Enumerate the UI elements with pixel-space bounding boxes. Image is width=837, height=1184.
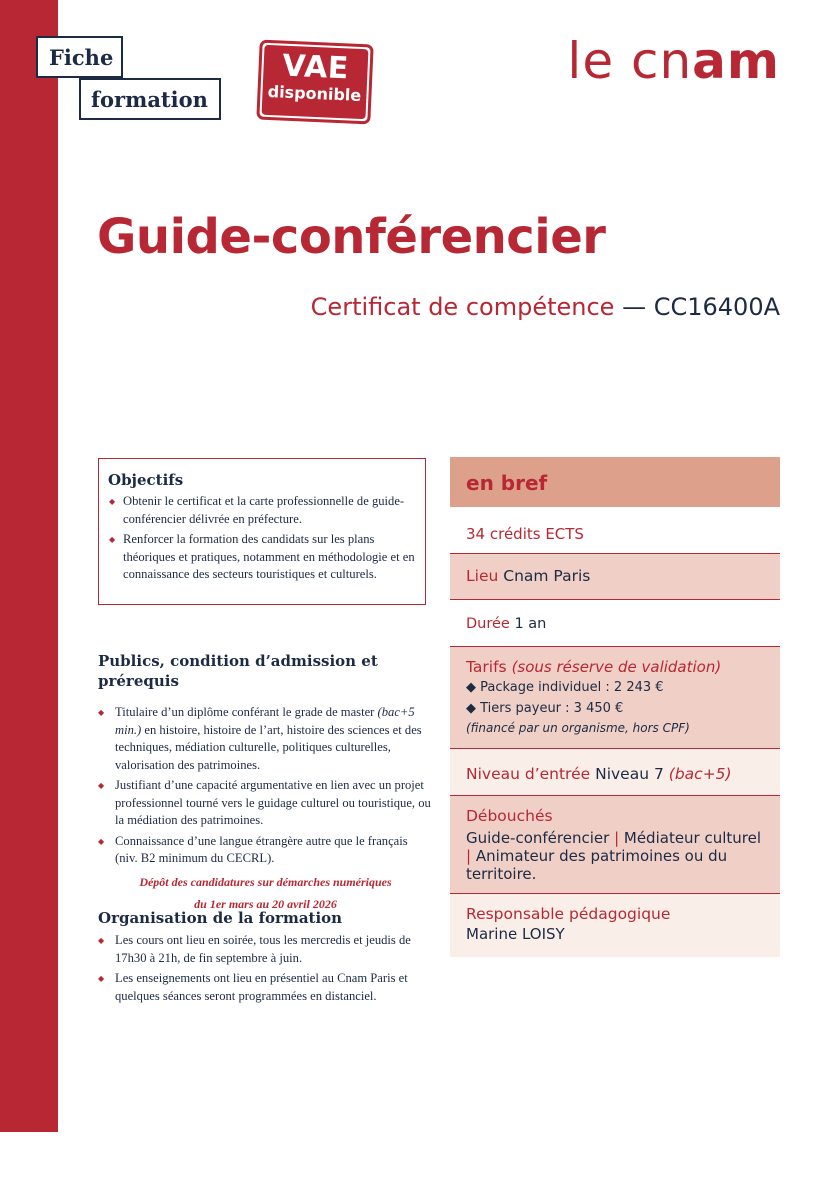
tarif-tiers-payeur: ◆ Tiers payeur : 3 450 € — [466, 701, 624, 716]
tarifs-row — [450, 647, 780, 749]
diamond-bullet-icon: ◆ — [109, 497, 116, 506]
lieu-row — [450, 554, 780, 600]
tarifs-label: Tarifs — [466, 658, 507, 676]
vae-stamp-title: VAE — [281, 48, 350, 87]
objectifs-box — [98, 458, 426, 605]
debouche-item: Animateur des patrimoines ou du territoire. — [466, 847, 728, 883]
niveau-note: (bac+5) — [668, 765, 732, 783]
vae-stamp-inner — [262, 45, 369, 119]
diamond-bullet-icon: ◆ — [98, 836, 105, 846]
diamond-bullet-icon: ◆ — [98, 936, 105, 945]
tarifs-note: (sous réserve de validation) — [511, 658, 722, 676]
fiche-label: Fiche — [49, 45, 114, 70]
logo-text-light: le cn — [567, 32, 693, 90]
list-item-text: en histoire, histoire de l’art, histoire des sciences et des techniques, médiation culturelle, politiques culturelles, valorisation des patrimoines. — [115, 722, 422, 772]
duree-row — [450, 600, 780, 647]
debouche-item: Médiateur culturel — [623, 829, 762, 847]
diamond-bullet-icon: ◆ — [98, 708, 105, 717]
objectifs-list — [108, 493, 415, 584]
credits-row — [450, 507, 780, 554]
organisation-title: Organisation de la formation — [98, 909, 343, 927]
certificate-code: CC16400A — [653, 293, 780, 321]
list-item-text: Connaissance d’une langue étrangère autre que le français (niv. B2 minimum du CECRL). — [115, 833, 408, 865]
list-item — [108, 493, 415, 528]
tarif-individuel: ◆ Package individuel : 2 243 € — [466, 680, 664, 695]
list-item — [98, 777, 433, 830]
logo-text-bold: am — [692, 32, 780, 90]
responsable-row — [450, 894, 780, 957]
objectifs-title: Objectifs — [108, 471, 184, 489]
list-item-text: Les cours ont lieu en soirée, tous les mercredis et jeudis de 17h30 à 21h, de fin septembre à juin. — [115, 933, 411, 965]
diamond-bullet-icon: ◆ — [98, 974, 105, 983]
tarif-footnote: (financé par un organisme, hors CPF) — [466, 721, 690, 735]
certificate-type: Certificat de compétence — [310, 293, 615, 321]
list-item-text: Renforcer la formation des candidats sur les plans théoriques et pratiques, notamment en méthodologie et en connaissance des secteurs touristiques et culturels. — [123, 532, 415, 581]
vae-stamp — [256, 40, 373, 125]
duree-label: Durée — [466, 616, 510, 632]
formation-label-box — [79, 78, 221, 120]
debouche-item: Guide-conférencier — [466, 829, 610, 847]
responsable-name: Marine LOISY — [466, 925, 565, 943]
depot-notice-dates: du 1er mars au 20 avril 2026 — [194, 896, 337, 911]
publics-title: Publics, condition d’admission et prérequis — [98, 652, 378, 690]
organisation-section — [98, 908, 433, 1008]
lieu-value: Cnam Paris — [503, 567, 591, 585]
niveau-row — [450, 749, 780, 796]
en-bref-title: en bref — [466, 471, 548, 495]
tarifs-heading — [466, 657, 764, 677]
list-item — [98, 833, 433, 868]
duree-value: 1 an — [514, 616, 547, 632]
diamond-bullet-icon: ◆ — [109, 535, 116, 544]
debouches-label: Débouchés — [466, 807, 553, 825]
subtitle-separator: — — [622, 293, 647, 321]
list-item-italic: (bac+5 min.) — [115, 705, 415, 737]
diamond-bullet-icon: ◆ — [98, 781, 105, 790]
depot-notice-line: Dépôt des candidatures sur démarches numériques — [139, 874, 392, 889]
lieu-label: Lieu — [466, 567, 499, 585]
list-item-text: Obtenir le certificat et la carte professionnelle de guide-conférencier délivrée en préfecture. — [123, 494, 405, 526]
debouche-separator: | — [466, 847, 476, 865]
organisation-list — [98, 932, 433, 1005]
en-bref-header — [450, 457, 780, 507]
cnam-logo — [567, 31, 780, 91]
publics-list — [98, 704, 433, 868]
responsable-label: Responsable pédagogique — [466, 905, 671, 923]
niveau-label: Niveau d’entrée — [466, 765, 591, 783]
formation-label: formation — [91, 87, 208, 112]
page-subtitle — [311, 290, 780, 324]
debouches-text — [466, 829, 764, 883]
debouches-row — [450, 796, 780, 894]
list-item-text: Les enseignements ont lieu en présentiel au Cnam Paris et quelques séances seront programmées en distanciel. — [115, 971, 408, 1003]
list-item — [98, 970, 433, 1005]
left-accent-bar — [0, 0, 58, 1132]
en-bref-panel — [450, 457, 780, 957]
list-item-text: Justifiant d’une capacité argumentative en lien avec un projet professionnel tourné vers le guidage culturel ou touristique, ou la médiation des patrimoines. — [115, 778, 431, 827]
debouche-separator: | — [609, 829, 624, 847]
list-item — [108, 531, 415, 584]
vae-stamp-subtitle: disponible — [267, 81, 362, 106]
fiche-label-box — [36, 36, 123, 78]
publics-section — [98, 651, 433, 915]
list-item — [98, 704, 433, 774]
list-item — [98, 932, 433, 967]
niveau-value: Niveau 7 — [595, 765, 664, 783]
page-title: Guide-conférencier — [97, 209, 606, 265]
credits-value: 34 crédits ECTS — [466, 525, 584, 543]
list-item-text: Titulaire d’un diplôme conférant le grade de master — [115, 705, 378, 719]
